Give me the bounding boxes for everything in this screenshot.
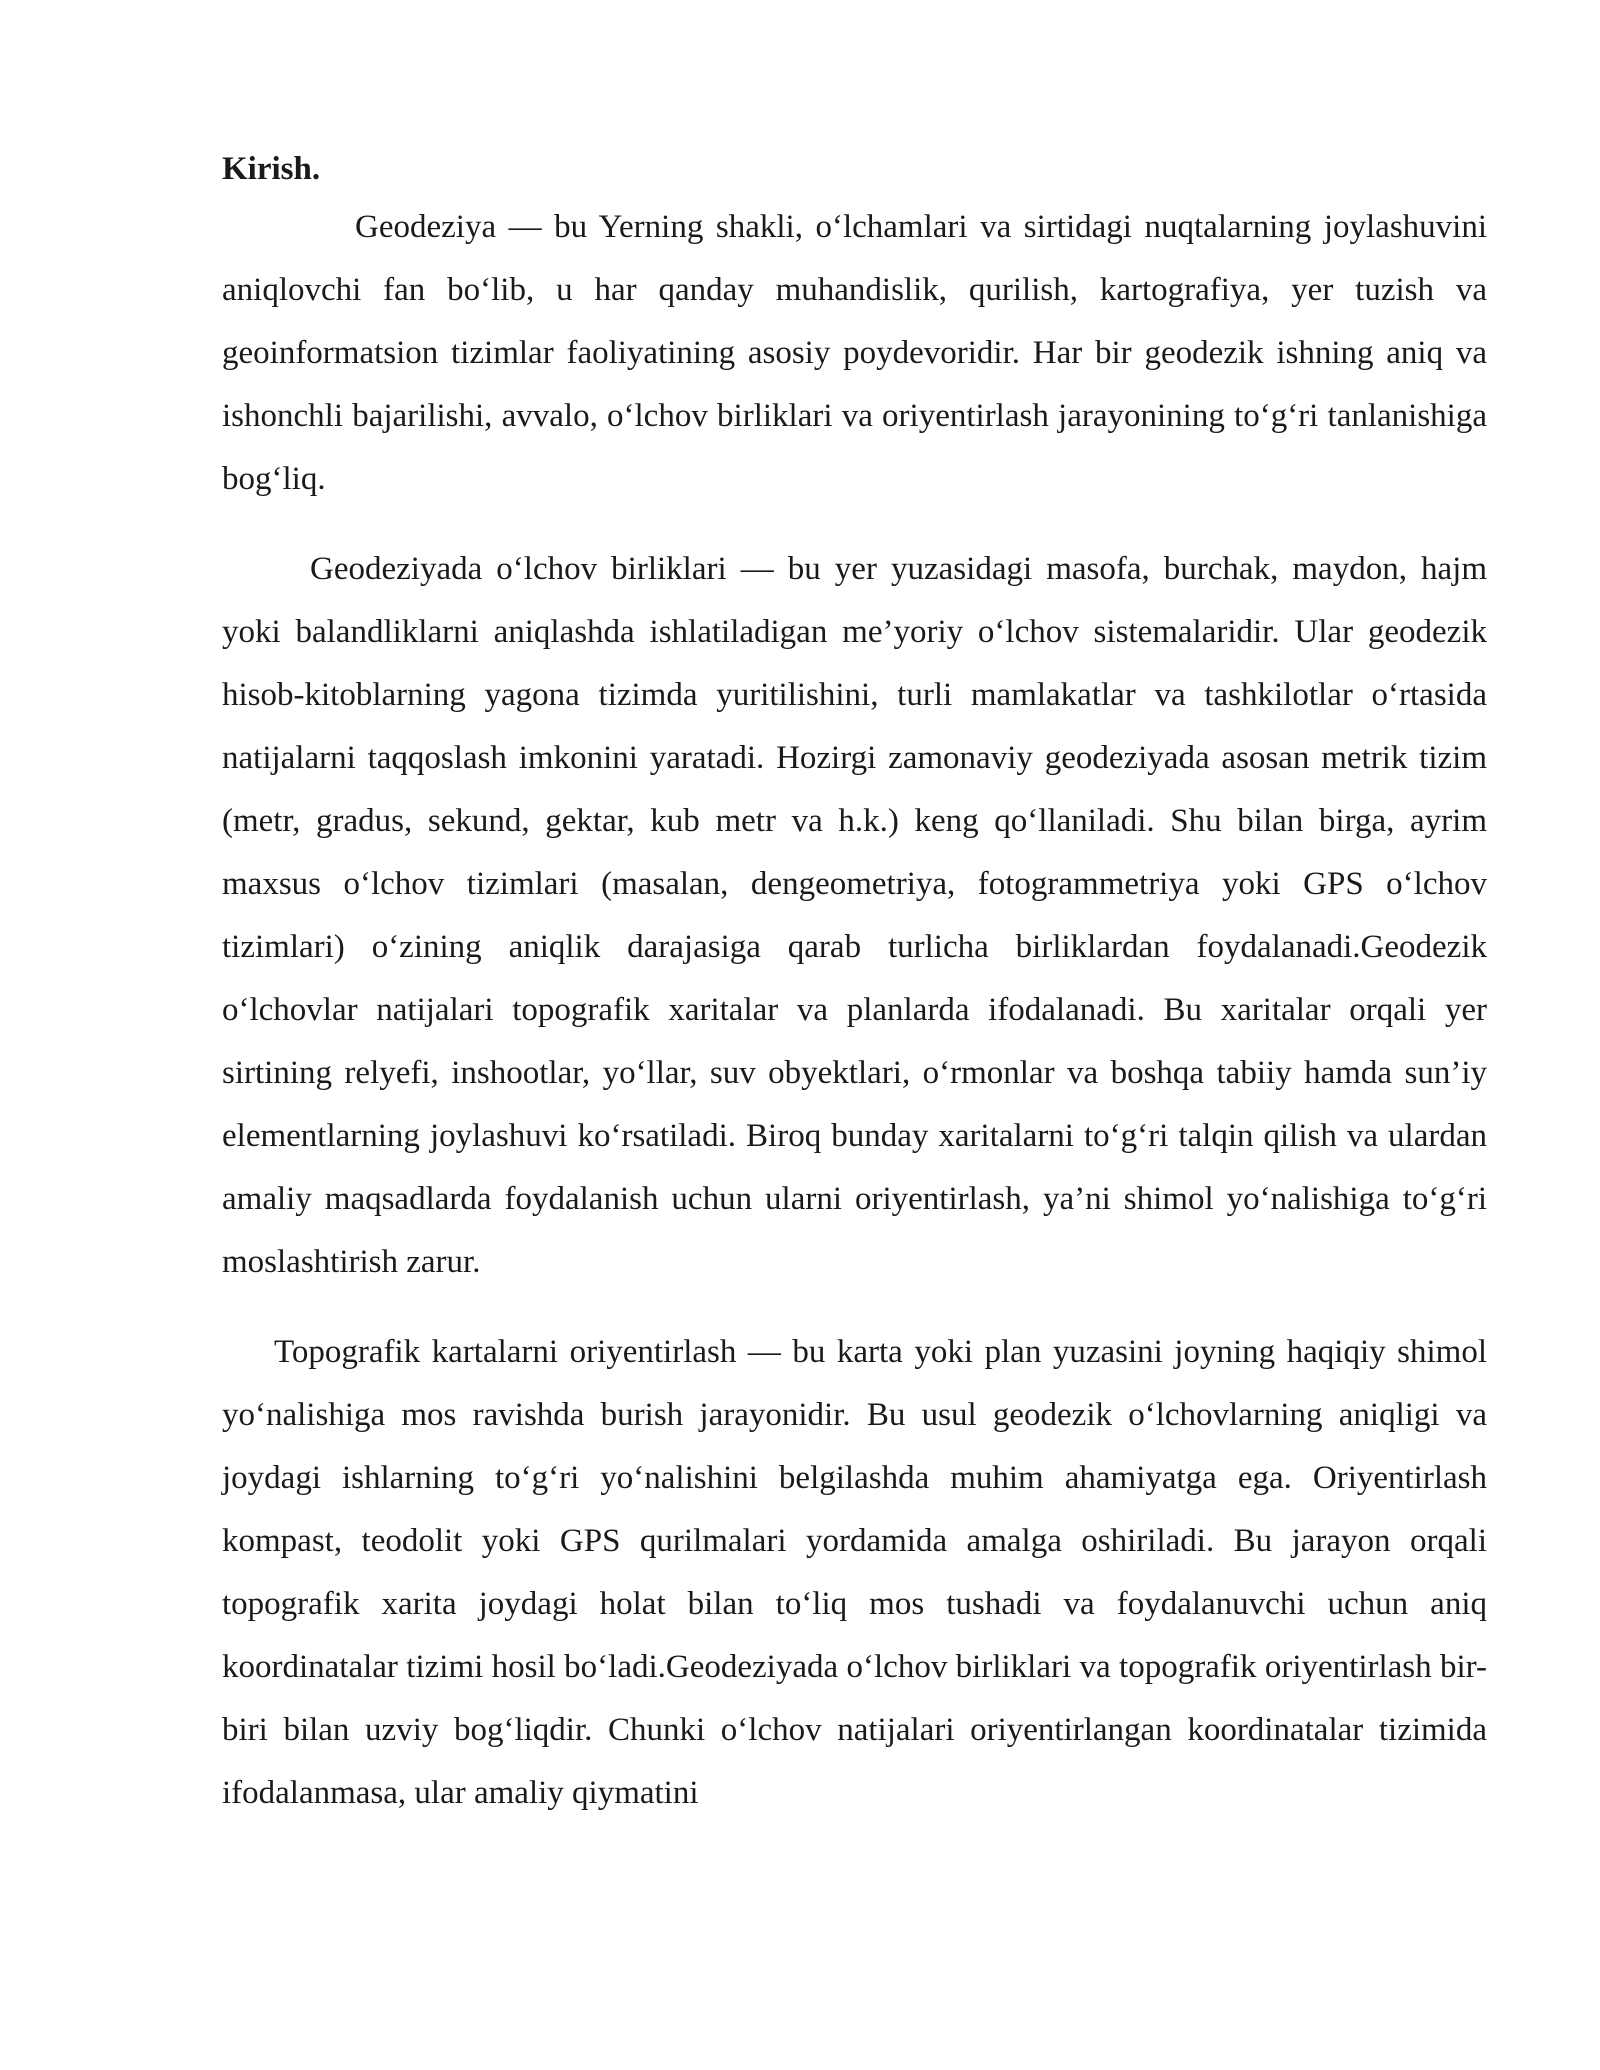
paragraph-3: Topografik kartalarni oriyentirlash — bu karta yoki plan yuzasini joyning haqiqiy shimol yo‘nalishiga mos ravishda burish jarayonidir. Bu usul geodezik o‘lchovlarning aniqligi va joydagi ishlarning to‘g‘ri yo‘nalishini belgilashda muhim ahamiyatga ega. Oriyentirlash kompast, teodolit yoki GPS qurilmalari yordamida amalga oshiriladi. Bu jarayon orqali topografik xarita joydagi holat bilan to‘liq mos tushadi va foydalanuvchi uchun aniq koordinatalar tizimi hosil bo‘ladi.Geodeziyada o‘lchov birliklari va topografik oriyentirlash bir-biri bilan uzviy bog‘liqdir. Chunki o‘lchov natijalari oriyentirlangan koordinatalar tizimida ifodalanmasa, ular amaliy qiymatini: [222, 1334, 1487, 1811]
paragraph-2: Geodeziyada o‘lchov birliklari — bu yer yuzasidagi masofa, burchak, maydon, hajm yoki balandliklarni aniqlashda ishlatiladigan me’yoriy o‘lchov sistemalaridir. Ular geodezik hisob-kitoblarning yagona tizimda yuritilishini, turli mamlakatlar va tashkilotlar o‘rtasida natijalarni taqqoslash imkonini yaratadi. Hozirgi zamonaviy geodeziyada asosan metrik tizim (metr, gradus, sekund, gektar, kub metr va h.k.) keng qo‘llaniladi. Shu bilan birga, ayrim maxsus o‘lchov tizimlari (masalan, dengeometriya, fotogrammetriya yoki GPS o‘lchov tizimlari) o‘zining aniqlik darajasiga qarab turlicha birliklardan foydalanadi.Geodezik o‘lchovlar natijalari topografik xaritalar va planlarda ifodalanadi. Bu xaritalar orqali yer sirtining relyefi, inshootlar, yo‘llar, suv obyektlari, o‘rmonlar va boshqa tabiiy hamda sun’iy elementlarning joylashuvi ko‘rsatiladi. Biroq bunday xaritalarni to‘g‘ri talqin qilish va ulardan amaliy maqsadlarda foydalanish uchun ularni oriyentirlash, ya’ni shimol yo‘nalishiga to‘g‘ri moslashtirish zarur.: [222, 551, 1487, 1280]
document-body: [222, 142, 1487, 1825]
paragraph-1: Geodeziya — bu Yerning shakli, o‘lchamlari va sirtidagi nuqtalarning joylashuvini aniqlovchi fan bo‘lib, u har qanday muhandislik, qurilish, kartografiya, yer tuzish va geoinformatsion tizimlar faoliyatining asosiy poydevoridir. Har bir geodezik ishning aniq va ishonchli bajarilishi, avvalo, o‘lchov birliklari va oriyentirlash jarayonining to‘g‘ri tanlanishiga bog‘liq.: [222, 209, 1487, 497]
section-heading: Kirish.: [222, 151, 321, 187]
